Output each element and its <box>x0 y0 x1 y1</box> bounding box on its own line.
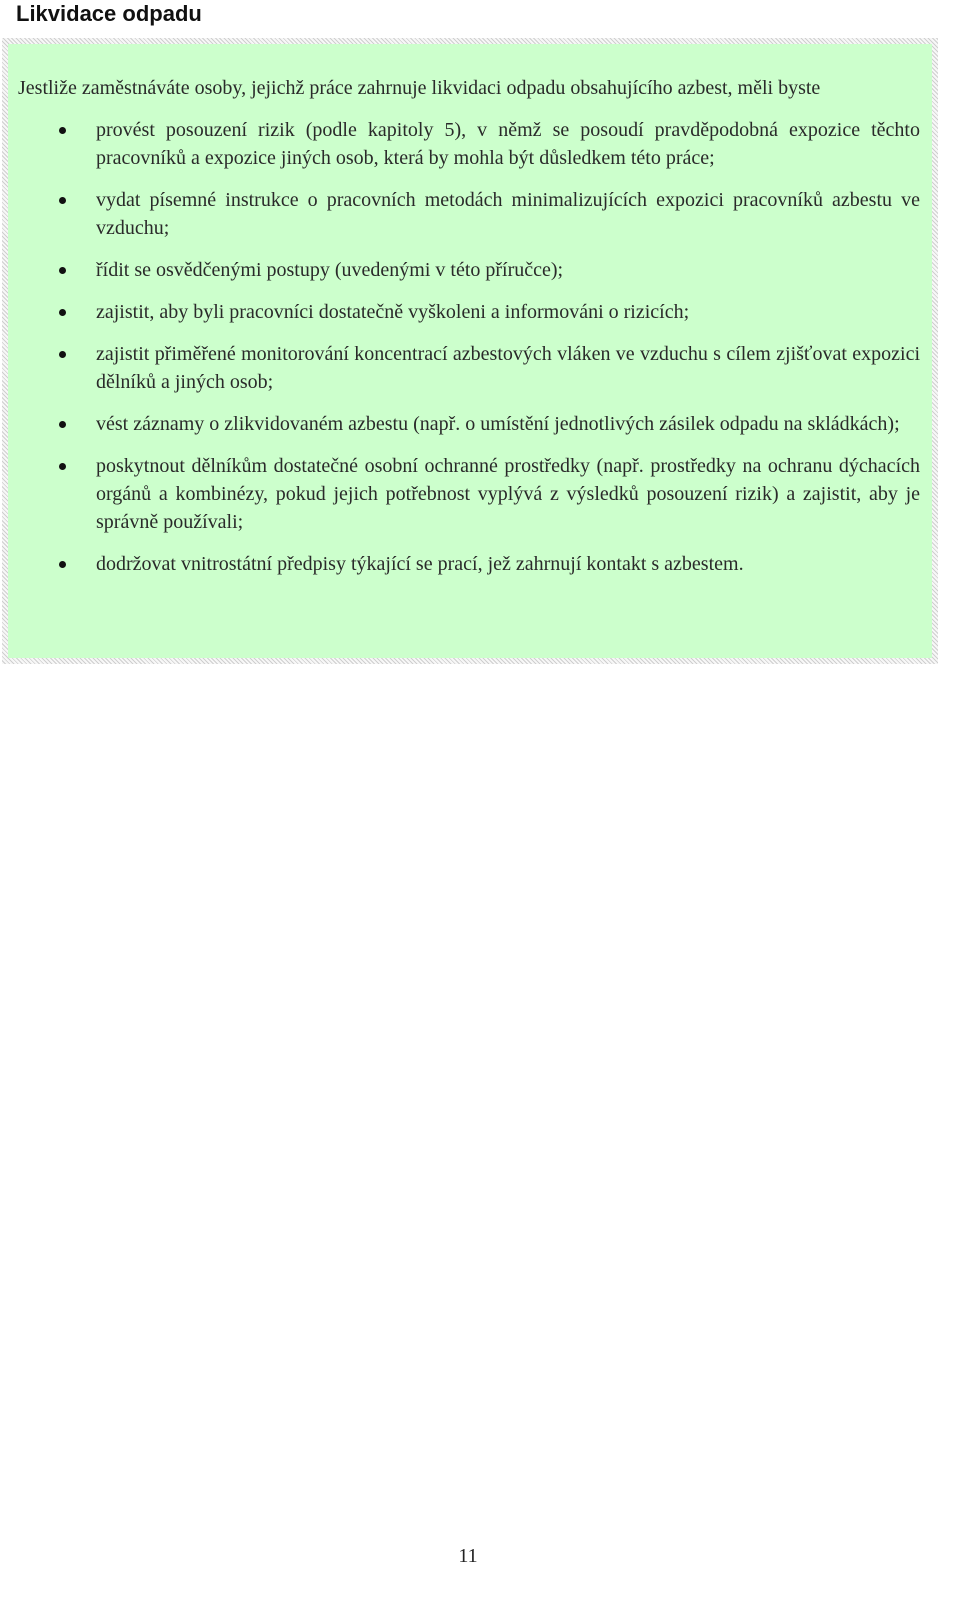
list-item-text: poskytnout dělníkům dostatečné osobní ochranné prostředky (např. prostředky na ochranu dýchacích orgánů a kombinézy, pokud jejich potřebnost vyplývá z výsledků posouzení rizik) a zajistit, aby je správně používali; <box>96 455 920 533</box>
list-item <box>18 256 920 284</box>
list-item-text: zajistit přiměřené monitorování koncentrací azbestových vláken ve vzduchu s cílem zjišťovat expozici dělníků a jiných osob; <box>96 343 920 393</box>
list-item-text: vést záznamy o zlikvidovaném azbestu (např. o umístění jednotlivých zásilek odpadu na skládkách); <box>96 413 900 435</box>
list-item <box>18 410 920 438</box>
info-box <box>2 38 938 664</box>
list-item <box>18 452 920 536</box>
list-item <box>18 116 920 172</box>
list-item-text: vydat písemné instrukce o pracovních metodách minimalizujících expozici pracovníků azbestu ve vzduchu; <box>96 189 920 239</box>
list-item-text: zajistit, aby byli pracovníci dostatečně vyškoleni a informováni o rizicích; <box>96 301 690 323</box>
bullet-icon <box>59 561 66 568</box>
bullet-icon <box>59 309 66 316</box>
bullet-list <box>18 116 920 578</box>
list-item-text: řídit se osvědčenými postupy (uvedenými v této příručce); <box>96 259 564 281</box>
list-item-text: dodržovat vnitrostátní předpisy týkající se prací, jež zahrnují kontakt s azbestem. <box>96 553 744 575</box>
bullet-icon <box>59 351 66 358</box>
list-item <box>18 340 920 396</box>
bullet-icon <box>59 197 66 204</box>
page-number: 11 <box>458 1545 478 1567</box>
list-item <box>18 550 920 578</box>
info-box-content <box>8 44 932 658</box>
bullet-icon <box>59 127 66 134</box>
list-item-text: provést posouzení rizik (podle kapitoly 5), v němž se posoudí pravděpodobná expozice těchto pracovníků a expozice jiných osob, která by mohla být důsledkem této práce; <box>96 119 920 169</box>
bullet-icon <box>59 267 66 274</box>
list-item <box>18 186 920 242</box>
section-heading: Likvidace odpadu <box>16 1 202 26</box>
list-item <box>18 298 920 326</box>
bullet-icon <box>59 421 66 428</box>
bullet-icon <box>59 463 66 470</box>
intro-paragraph: Jestliže zaměstnáváte osoby, jejichž práce zahrnuje likvidaci odpadu obsahujícího azbest, měli byste <box>18 77 821 99</box>
